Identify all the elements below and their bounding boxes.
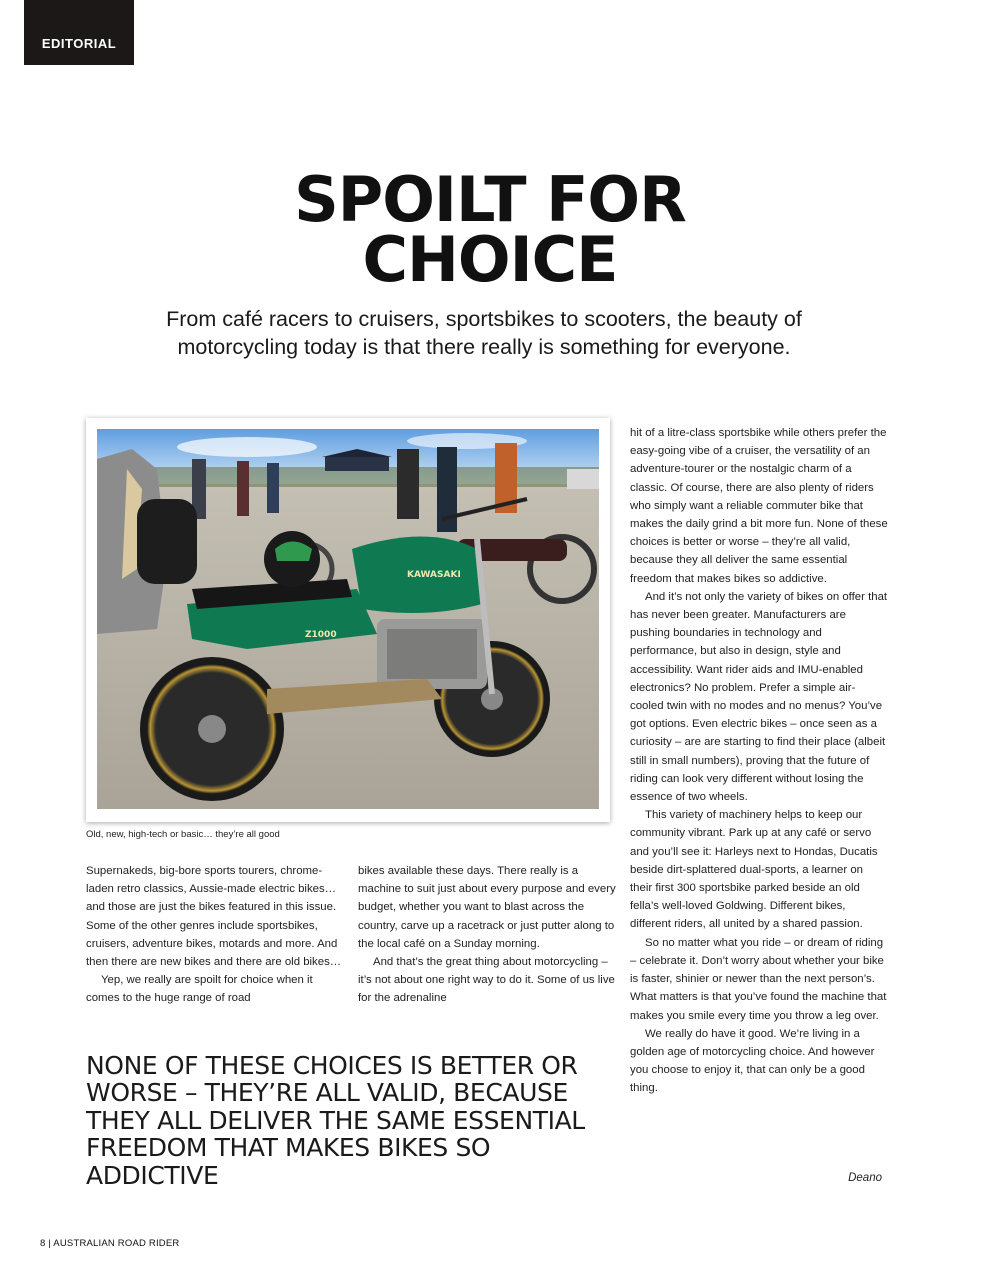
body-paragraph: This variety of machinery helps to keep our community vibrant. Park up at any café or servo and you’ll see it: Harleys next to Hondas, Ducatis beside dirt-splattered dual-sports, a learner on their first 300 sportsbike parked beside an old fella’s well-loved Goldwing. Different bikes, different riders, all united by a shared passion.	[630, 809, 878, 931]
headline	[0, 163, 980, 296]
body-paragraph: hit of a litre-class sportsbike while others prefer the easy-going vibe of a cruiser, the versatility of an adventure-tourer or the nostalgic charm of a classic. Of course, there are also plenty of riders who simply want a reliable commuter bike that makes the daily grind a bit more fun. None of these choices is better or worse – they’re all valid, because they all deliver the same essential freedom that makes bikes so addictive.	[630, 427, 888, 585]
body-paragraph: So no matter what you ride – or dream of riding – celebrate it. Don’t worry about whether your bike is faster, shinier or newer than the next person’s. What matters is that you’ve found the machine that makes you smile every time you throw a leg over.	[630, 936, 887, 1022]
body-paragraph: And it’s not only the variety of bikes on offer that has never been greater. Manufacturers are pushing boundaries in technology and performance, but also in design, style and accessibility. Want rider aids and IMU-enabled electronics? No problem. Prefer a simple air-cooled twin with no modes and no menus? You’ve got options. Even electric bikes – once seen as a curiosity – are are starting to find their place (albeit still in small numbers), proving that the future of riding can look very different without losing the essence of two wheels.	[630, 590, 888, 804]
tank-badge: KAWASAKI	[407, 570, 461, 580]
headline-line-2: CHOICE	[362, 223, 618, 296]
page-folio: 8 | AUSTRALIAN ROAD RIDER	[40, 1238, 180, 1249]
body-paragraph: bikes available these days. There really is a machine to suit just about every purpose and every budget, whether you want to blast across the country, carve up a racetrack or just putter along to the local café on a Sunday morning.	[358, 865, 616, 950]
motorcycle-photo	[86, 418, 610, 822]
headline-line-1: SPOILT FOR	[294, 163, 686, 236]
body-paragraph: Supernakeds, big-bore sports tourers, chrome-laden retro classics, Aussie-made electric bikes… and those are just the bikes featured in this issue. Some of the other genres include sportsbikes, cruisers, adventure bikes, motards and more. And then there are new bikes and there are old bikes…	[86, 865, 342, 969]
pull-quote: NONE OF THESE CHOICES IS BETTER OR WORSE – THEY’RE ALL VALID, BECAUSE THEY ALL DELIVER THE SAME ESSENTIAL FREEDOM THAT MAKES BIKES SO ADDICTIVE	[86, 1051, 585, 1190]
standfirst: From café racers to cruisers, sportsbikes to scooters, the beauty of motorcycling today is that there really is something for everyone.	[166, 307, 802, 359]
body-paragraph: We really do have it good. We’re living in a golden age of motorcycling choice. And however you choose to enjoy it, that can only be a good thing.	[630, 1027, 875, 1095]
body-column-1	[86, 862, 344, 1008]
body-paragraph: Yep, we really are spoilt for choice when it comes to the huge range of road	[86, 974, 313, 1005]
body-paragraph: And that’s the great thing about motorcycling – it’s not about one right way to do it. Some of us live for the adrenaline	[358, 956, 615, 1005]
side-cover-badge: Z1000	[305, 630, 337, 640]
motorcycle-photo-illustration	[97, 429, 599, 809]
section-tag: EDITORIAL	[24, 0, 134, 65]
photo-caption: Old, new, high-tech or basic… they’re all good	[86, 829, 280, 840]
body-column-2	[358, 862, 616, 1008]
author-signoff: Deano	[848, 1172, 882, 1184]
body-column-3	[630, 424, 888, 1098]
